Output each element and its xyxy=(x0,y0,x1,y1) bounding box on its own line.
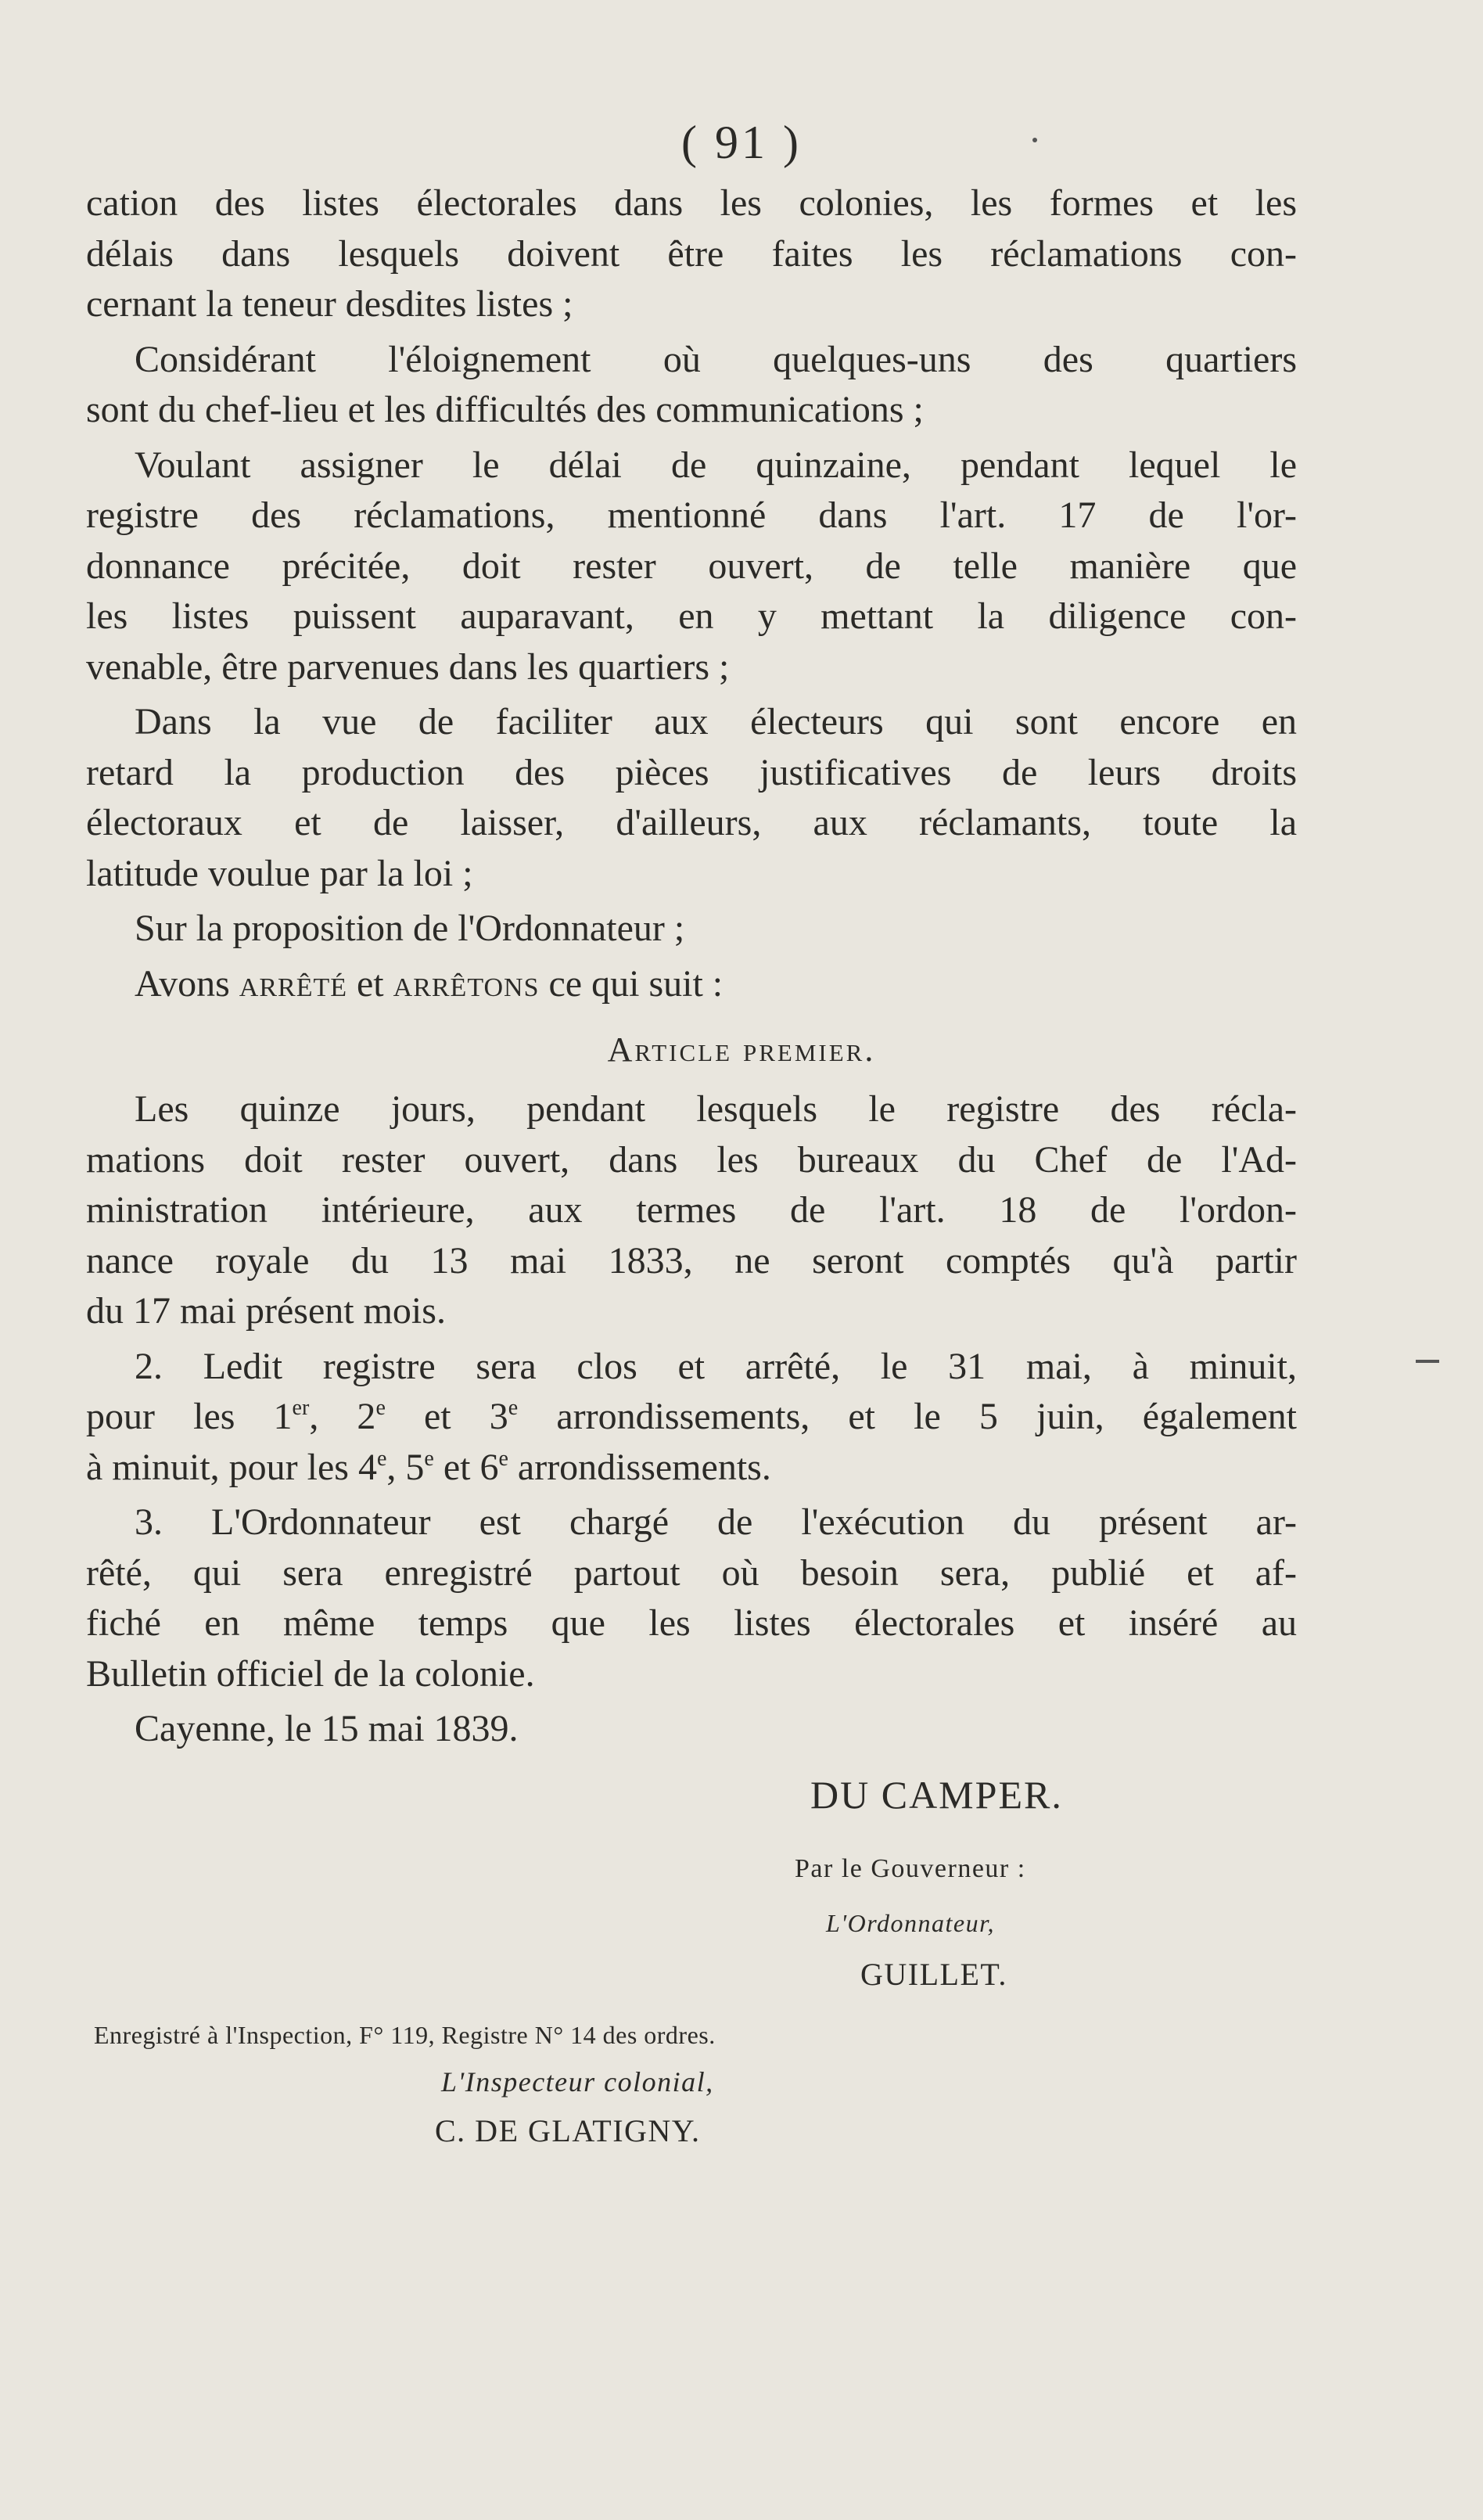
text-line: Voulant assigner le délai de quinzaine, pendant lequel le xyxy=(135,444,1297,486)
text-line: du 17 mai présent mois. xyxy=(86,1290,446,1332)
text-line: latitude voulue par la loi ; xyxy=(86,852,473,894)
text-line: retard la production des pièces justificatives de leurs droits xyxy=(86,751,1297,793)
article-heading: Article premier. xyxy=(607,1030,876,1069)
text-line: délais dans lesquels doivent être faites les réclamations con- xyxy=(86,232,1297,275)
text-line: 3. L'Ordonnateur est chargé de l'exécution du présent ar- xyxy=(135,1501,1297,1543)
ordonnateur-title: L'Ordonnateur, xyxy=(826,1909,996,1937)
decree-formula: Avons arrêté et arrêtons ce qui suit : xyxy=(135,962,724,1005)
text-line: rêté, qui sera enregistré partout où besoin sera, publié et af- xyxy=(86,1551,1297,1594)
page-number: ( 91 ) xyxy=(681,117,802,168)
text-line: Bulletin officiel de la colonie. xyxy=(86,1652,535,1695)
text-line: donnance précitée, doit rester ouvert, de telle manière que xyxy=(86,545,1297,587)
margin-mark xyxy=(1416,1360,1439,1363)
text-line: Sur la proposition de l'Ordonnateur ; xyxy=(135,908,685,949)
articles-text xyxy=(86,1084,1297,1755)
text-line: Considérant l'éloignement où quelques-uns des quartiers xyxy=(135,338,1297,380)
ordonnateur-name: GUILLET. xyxy=(860,1957,1007,1992)
text-line: 2. Ledit registre sera clos et arrêté, le 31 mai, à minuit, xyxy=(135,1345,1297,1387)
text-line: fiché en même temps que les listes électorales et inséré au xyxy=(86,1602,1297,1644)
text-line: électoraux et de laisser, d'ailleurs, aux réclamants, toute la xyxy=(86,802,1297,843)
text-line: à minuit, pour les 4e, 5e et 6e arrondissements. xyxy=(86,1446,771,1488)
text-line: venable, être parvenues dans les quartiers ; xyxy=(86,645,730,688)
text-line: cernant la teneur desdites listes ; xyxy=(86,283,573,325)
text-line: Les quinze jours, pendant lesquels le registre des récla- xyxy=(135,1088,1297,1130)
text-line: pour les 1er, 2e et 3e arrondissements, et le 5 juin, également xyxy=(86,1396,1298,1437)
text-line: ministration intérieure, aux termes de l'art. 18 de l'ordon- xyxy=(86,1189,1297,1231)
text-line: mations doit rester ouvert, dans les bureaux du Chef de l'Ad- xyxy=(86,1138,1297,1181)
governor-signature: DU CAMPER. xyxy=(810,1773,1063,1817)
date-line: Cayenne, le 15 mai 1839. xyxy=(135,1708,519,1749)
by-governor-line: Par le Gouverneur : xyxy=(795,1854,1026,1883)
text-line: sont du chef-lieu et les difficultés des communications ; xyxy=(86,389,924,430)
text-line: Dans la vue de faciliter aux électeurs qui sont encore en xyxy=(135,701,1297,742)
text-line: les listes puissent auparavant, en y mettant la diligence con- xyxy=(86,595,1297,637)
text-line: registre des réclamations, mentionné dans l'art. 17 de l'or- xyxy=(86,494,1297,536)
inspector-name: C. DE GLATIGNY. xyxy=(435,2113,701,2148)
body-text xyxy=(86,178,1297,1009)
inspector-title: L'Inspecteur colonial, xyxy=(441,2066,714,2098)
registration-line: Enregistré à l'Inspection, F° 119, Registre N° 14 des ordres. xyxy=(94,2021,716,2049)
text-line: nance royale du 13 mai 1833, ne seront comptés qu'à partir xyxy=(86,1239,1297,1282)
ink-dot xyxy=(1032,138,1037,142)
text-line: cation des listes électorales dans les colonies, les formes et les xyxy=(86,182,1297,224)
